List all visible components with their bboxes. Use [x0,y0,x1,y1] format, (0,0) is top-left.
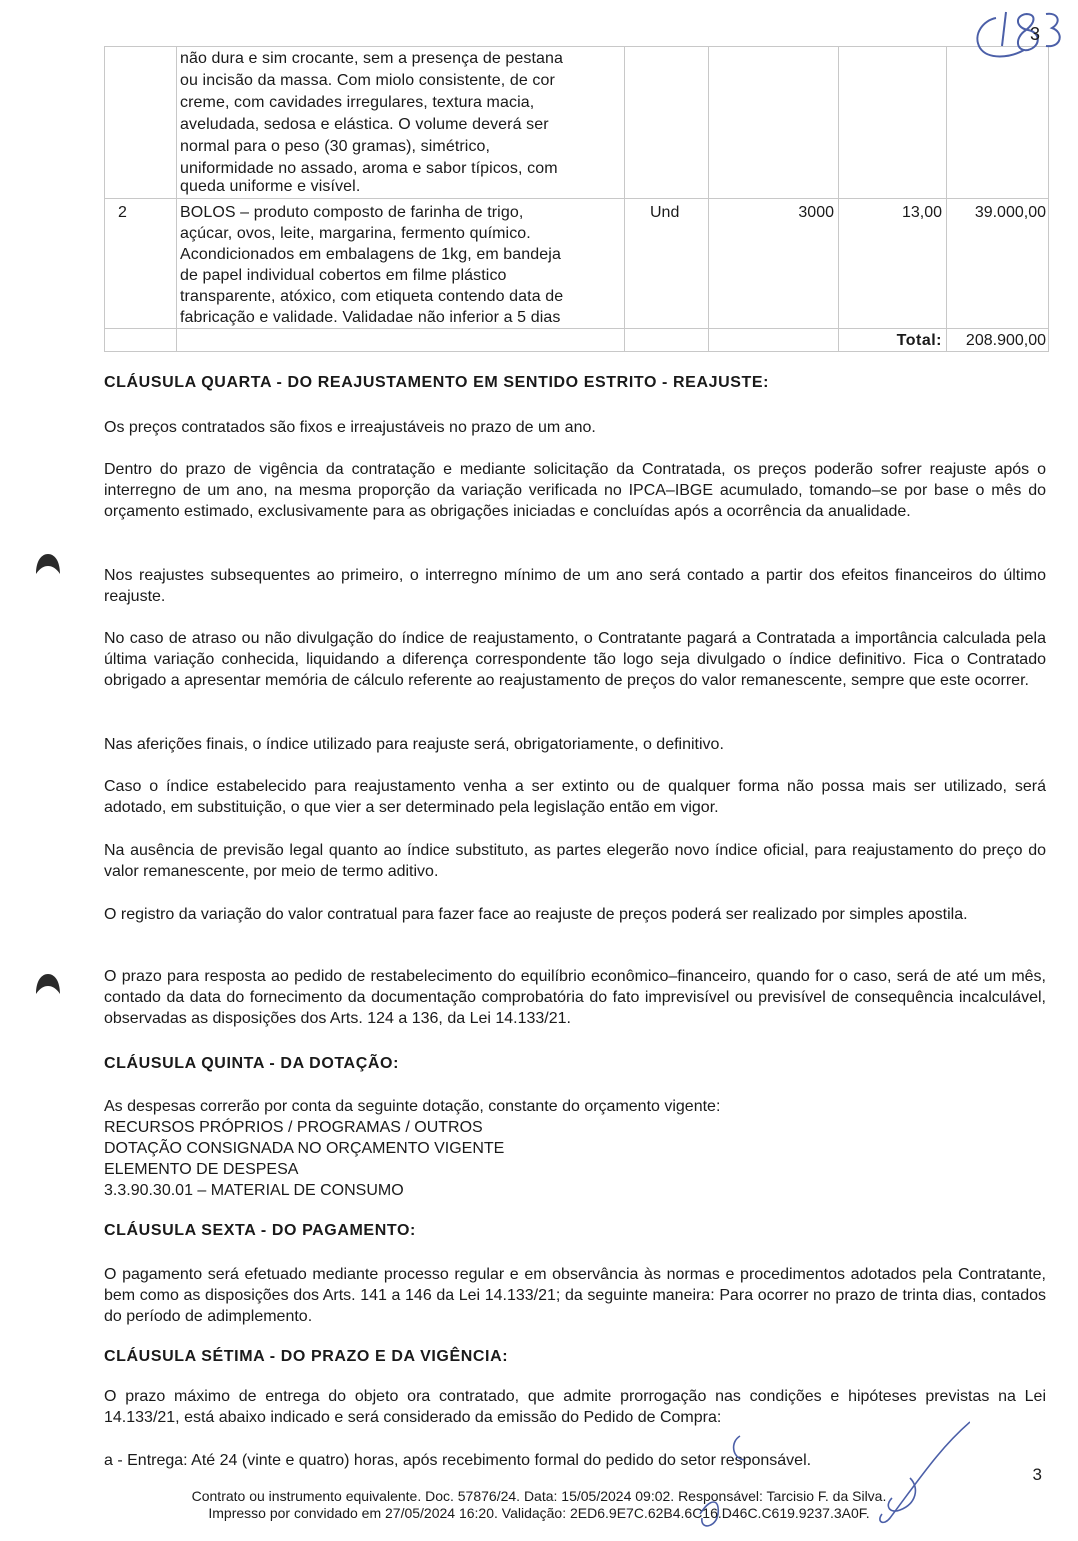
table-col-divider [838,46,839,352]
text-line: a - Entrega: Até 24 (vinte e quatro) horas, após recebimento formal do pedido do setor responsável. [104,1452,812,1469]
text-line: DOTAÇÃO CONSIGNADA NO ORÇAMENTO VIGENTE [104,1140,505,1157]
hole-punch-mark [34,552,62,574]
paragraph: Nos reajustes subsequentes ao primeiro, o interregno mínimo de um ano será contado a partir dos efeitos financeiros do último reajuste. [104,567,1046,605]
table-row-description-line: não dura e sim crocante, sem a presença de pestana [180,50,563,67]
item-description-line: açúcar, ovos, leite, margarina, fermento químico. [180,225,531,242]
item-number: 2 [118,204,127,221]
paragraph: O prazo máximo de entrega do objeto ora contratado, que admite prorrogação nas condições e hipóteses previstas na Lei 14.133/21, está abaixo indicado e será considerado da emissão do Pedido de Compra: [104,1388,1046,1426]
text-line: ELEMENTO DE DESPESA [104,1161,299,1178]
clause-heading: CLÁUSULA QUINTA - DA DOTAÇÃO: [104,1055,399,1072]
clause-heading: CLÁUSULA QUARTA - DO REAJUSTAMENTO EM SENTIDO ESTRITO - REAJUSTE: [104,374,770,391]
table-border-top [104,46,1048,47]
total-label: Total: [896,332,942,349]
paragraph: O pagamento será efetuado mediante processo regular e em observância às normas e procedimentos adotados pela Contratante, bem como as disposições dos Arts. 141 a 146 da Lei 14.133/21; da seguinte maneira: Para ocorrer no prazo de trinta dias, contados do período de adimplemento. [104,1266,1046,1325]
text-line: 3.3.90.30.01 – MATERIAL DE CONSUMO [104,1182,404,1199]
item-description-line: fabricação e validade. Validadae não inferior a 5 dias [180,309,561,326]
clause-heading: CLÁUSULA SEXTA - DO PAGAMENTO: [104,1222,416,1239]
clause-heading: CLÁUSULA SÉTIMA - DO PRAZO E DA VIGÊNCIA: [104,1348,509,1365]
footer-line: Contrato ou instrumento equivalente. Doc. 57876/24. Data: 15/05/2024 09:02. Responsável: Tarcisio F. da Silva. [191,1488,887,1504]
table-row-divider [104,328,1048,329]
item-description-line: transparente, atóxico, com etiqueta contendo data de [180,288,564,305]
table-row-description-line: creme, com cavidades irregulares, textura macia, [180,94,535,111]
paragraph: Os preços contratados são fixos e irreajustáveis no prazo de um ano. [104,419,596,436]
table-border-right [1048,46,1049,352]
paragraph: Na ausência de previsão legal quanto ao índice substituto, as partes elegerão novo índice oficial, para reajustamento do preço do valor remanescente, por meio de termo aditivo. [104,842,1046,880]
hole-punch-mark [34,972,62,994]
table-row-description-line: queda uniforme e visível. [180,178,361,195]
table-col-divider [624,46,625,352]
table-row-description-line: uniformidade no assado, aroma e sabor típicos, com [180,160,558,177]
handwritten-page-mark [966,4,1066,64]
item-description-line: de papel individual cobertos em filme plástico [180,267,507,284]
item-total: 39.000,00 [974,204,1046,221]
table-row-description-line: normal para o peso (30 gramas), simétrico, [180,138,491,155]
paragraph: Nas aferições finais, o índice utilizado para reajuste será, obrigatoriamente, o definitivo. [104,736,724,753]
item-quantity: 3000 [798,204,834,221]
table-col-divider [176,46,177,352]
table-border-left [104,46,105,352]
total-value: 208.900,00 [965,332,1046,349]
table-row-divider [104,198,1048,199]
page-mark-text: 3 [1030,24,1041,44]
text-line: RECURSOS PRÓPRIOS / PROGRAMAS / OUTROS [104,1119,483,1136]
paragraph: O registro da variação do valor contratual para fazer face ao reajuste de preços poderá ser realizado por simples apostila. [104,906,968,923]
item-description-line: Acondicionados em embalagens de 1kg, em bandeja [180,246,561,263]
table-border-bottom [104,351,1048,352]
table-row-description-line: aveludada, sedosa e elástica. O volume deverá ser [180,116,549,133]
paragraph: Caso o índice estabelecido para reajustamento venha a ser extinto ou de qualquer forma não possa mais ser utilizado, será adotado, em substituição, o que vier a ser determinado pela legislação então em vigor. [104,778,1046,816]
item-unit: Und [650,204,680,221]
paragraph: O prazo para resposta ao pedido de restabelecimento do equilíbrio econômico–financeiro, quando for o caso, será de até um mês, contado da data do fornecimento da documentação comprobatória do fato imprevisível ou previsível de consequência incalculável, observadas as disposições dos Arts. 124 a 136, da Lei 14.133/21. [104,968,1046,1027]
paragraph: Dentro do prazo de vigência da contratação e mediante solicitação da Contratada, os preços poderão sofrer reajuste após o interregno de um ano, na mesma proporção da variação verificada no IPCA–IBGE acumulado, tomando–se por base o mês do orçamento estimado, exclusivamente para as obrigações iniciadas e concluídas após a ocorrência da anualidade. [104,461,1046,520]
page-number: 3 [1032,1465,1042,1484]
table-row-description-line: ou incisão da massa. Com miolo consistente, de cor [180,72,555,89]
item-unit-price: 13,00 [901,204,942,221]
footer-line: Impresso por convidado em 27/05/2024 16:20. Validação: 2ED6.9E7C.62B4.6C16.D46C.C619.9237.3A0F. [208,1505,870,1521]
text-line: As despesas correrão por conta da seguinte dotação, constante do orçamento vigente: [104,1098,721,1115]
table-col-divider [708,46,709,352]
table-col-divider [946,46,947,352]
paragraph: No caso de atraso ou não divulgação do índice de reajustamento, o Contratante pagará a Contratada a importância calculada pela última variação conhecida, liquidando a diferença correspondente tão logo seja divulgado o índice definitivo. Fica o Contratado obrigado a apresentar memória de cálculo referente ao reajustamento de preços do valor remanescente, sempre que este ocorrer. [104,630,1046,689]
item-description-line: BOLOS – produto composto de farinha de trigo, [180,204,524,221]
